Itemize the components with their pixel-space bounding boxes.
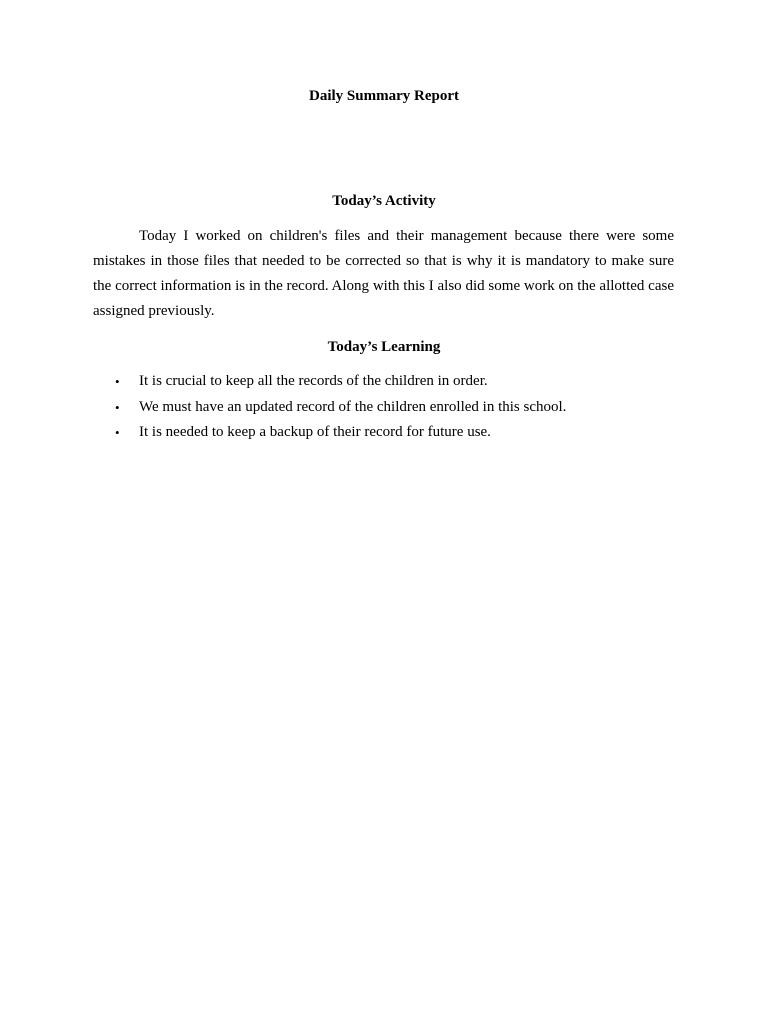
activity-paragraph: Today I worked on children's files and their management because there were some mistakes in those files that needed to be corrected so that is why it is mandatory to make sure the correct information is in the record. Along with this I also did some work on the allotted case assigned previously. bbox=[93, 228, 674, 319]
learning-item-text: It is crucial to keep all the records of the children in order. bbox=[139, 373, 488, 389]
bullet-icon: • bbox=[115, 399, 120, 415]
learning-item bbox=[93, 420, 674, 446]
bullet-icon: • bbox=[115, 374, 120, 389]
learning-item bbox=[93, 369, 674, 395]
learning-item bbox=[93, 395, 674, 421]
learning-heading: Today’s Learning bbox=[327, 339, 441, 355]
document-title: Daily Summary Report bbox=[309, 88, 459, 104]
activity-heading: Today’s Activity bbox=[332, 193, 436, 209]
learning-item-text: It is needed to keep a backup of their record for future use. bbox=[139, 424, 491, 440]
bullet-icon: • bbox=[115, 425, 120, 440]
learning-list bbox=[93, 369, 674, 446]
learning-item-text: We must have an updated record of the children enrolled in this school. bbox=[139, 398, 567, 415]
